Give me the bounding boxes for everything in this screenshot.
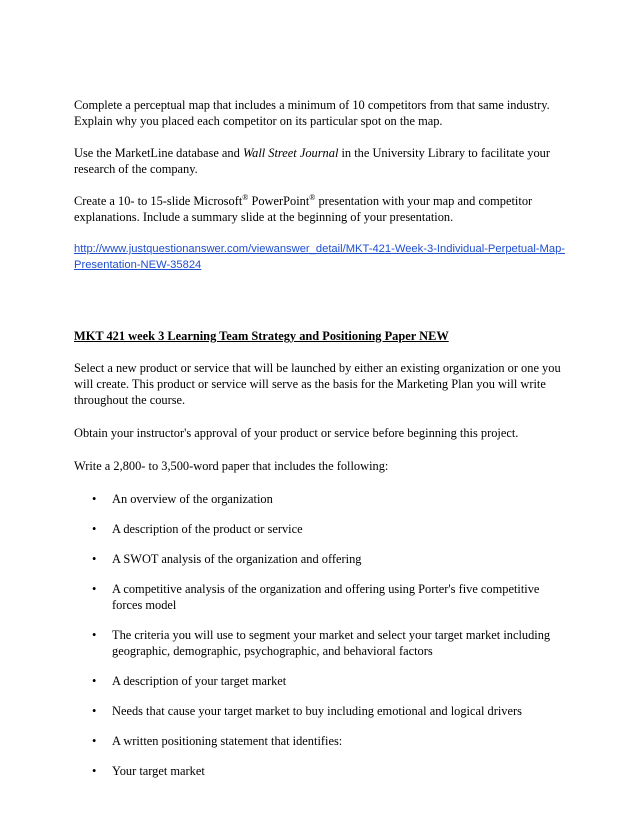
presentation-text-c: presentation with your map and competitor explanations. Include a summary slide at the beginning of your presentation. — [74, 194, 533, 224]
list-item-text: Your target market — [112, 764, 205, 778]
list-item-text: The criteria you will use to segment your market and select your target market including geographic, demographic, psychographic, and behavioral factors — [112, 628, 551, 658]
section-paragraph-approval: Obtain your instructor's approval of your product or service before beginning this project. — [74, 426, 519, 440]
list-item-text: A written positioning statement that identifies: — [112, 734, 343, 748]
list-item — [74, 521, 570, 537]
list-item — [74, 491, 570, 507]
bullet-icon: • — [92, 522, 97, 536]
bullet-icon: • — [92, 492, 97, 506]
section-paragraph-write-paper: Write a 2,800- to 3,500-word paper that includes the following: — [74, 459, 389, 473]
list-item — [74, 733, 570, 749]
journal-name: Wall Street Journal — [242, 146, 339, 160]
bullet-icon: • — [92, 674, 97, 688]
presentation-text-a: Create a 10- to 15-slide Microsoft — [74, 194, 243, 208]
registered-mark: ® — [309, 192, 316, 202]
intro-paragraph-presentation — [74, 193, 570, 225]
answer-link[interactable]: http://www.justquestionanswer.com/viewanswer_detail/MKT-421-Week-3-Individual-Perpetual-Map-Presentation-NEW-35824 — [74, 243, 566, 271]
bullet-icon: • — [92, 704, 97, 718]
document-page — [74, 97, 570, 793]
research-text-end: in the University Library to facilitate your research of the company. — [74, 146, 550, 176]
bullet-icon: • — [92, 628, 97, 642]
presentation-text-b: PowerPoint — [248, 194, 310, 208]
list-item-text: A description of the product or service — [112, 522, 303, 536]
bullet-icon: • — [92, 582, 97, 596]
intro-paragraph-research — [74, 145, 570, 177]
list-item — [74, 763, 570, 779]
registered-mark: ® — [242, 192, 249, 202]
bullet-icon: • — [92, 552, 97, 566]
list-item-text: An overview of the organization — [112, 492, 273, 506]
list-item-text: A SWOT analysis of the organization and offering — [112, 552, 362, 566]
list-item-text: A description of your target market — [112, 674, 287, 688]
section-heading: MKT 421 week 3 Learning Team Strategy and Positioning Paper NEW — [74, 329, 449, 343]
bullet-icon: • — [92, 764, 97, 778]
list-item — [74, 627, 570, 659]
research-text-start: Use the MarketLine database and — [74, 146, 243, 160]
list-item — [74, 673, 570, 689]
requirements-list — [74, 491, 570, 779]
list-item — [74, 581, 570, 613]
list-item — [74, 703, 570, 719]
section-paragraph-select-product: Select a new product or service that will be launched by either an existing organization or one you will create. This product or service will serve as the basis for the Marketing Plan you will write throughout the course. — [74, 361, 561, 407]
list-item-text: Needs that cause your target market to buy including emotional and logical drivers — [112, 704, 522, 718]
intro-paragraph-perceptual-map: Complete a perceptual map that includes a minimum of 10 competitors from that same industry. Explain why you placed each competitor on its particular spot on the map. — [74, 98, 550, 128]
bullet-icon: • — [92, 734, 97, 748]
list-item — [74, 551, 570, 567]
list-item-text: A competitive analysis of the organization and offering using Porter's five competitive forces model — [112, 582, 540, 612]
